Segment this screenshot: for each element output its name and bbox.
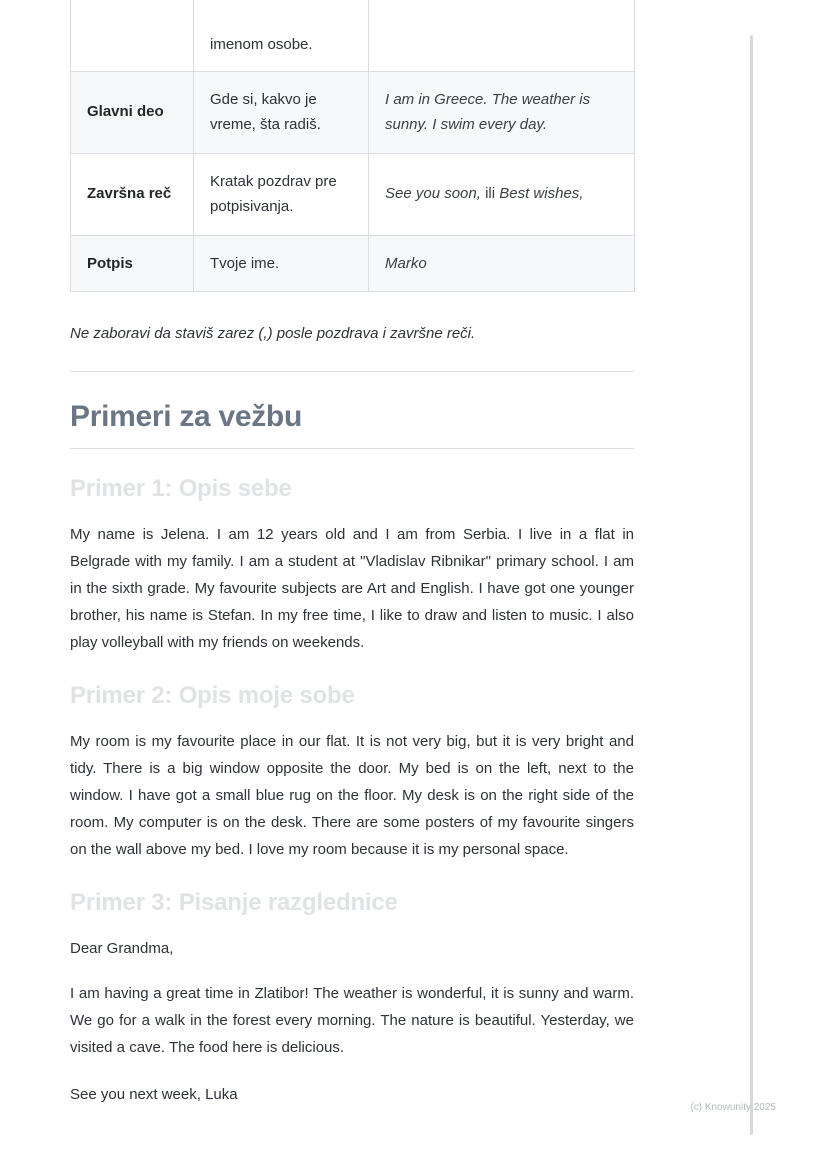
cell-term: Završna reč: [71, 153, 194, 235]
table-row: [71, 71, 635, 153]
closing-text: See you next week, Luka: [70, 1086, 238, 1103]
example-1-heading: Primer 1: Opis sebe: [70, 475, 292, 502]
cell-term: Potpis: [71, 235, 194, 292]
example-1-paragraph: My name is Jelena. I am 12 years old and I am from Serbia. I live in a flat in Belgrade with my family. I am a student at "Vladislav Ribnikar" primary school. I am in the sixth grade. My favourite subjects are Art and English. I have got one younger brother, his name is Stefan. In my free time, I like to draw and listen to music. I also play volleyball with my friends on weekends.: [70, 526, 634, 651]
page-scrollbar[interactable]: [750, 35, 753, 1135]
cell-example: [369, 0, 635, 71]
cell-example: Marko: [369, 235, 635, 292]
cell-description: imenom osobe.: [194, 0, 369, 71]
note-text: Ne zaboravi da staviš zarez (,) posle pozdrava i završne reči.: [70, 325, 476, 342]
example-plain-part: ili: [480, 185, 500, 203]
table-row: [71, 0, 635, 71]
cell-description: Tvoje ime.: [194, 235, 369, 292]
cell-description: Kratak pozdrav pre potpisivanja.: [194, 153, 369, 235]
example-italic-part: Best wishes,: [499, 185, 584, 203]
salutation-text: Dear Grandma,: [70, 940, 174, 957]
cell-term: Glavni deo: [71, 71, 194, 153]
cell-example: [369, 153, 635, 235]
example-italic-part: See you soon,: [385, 185, 481, 203]
example-2-heading: Primer 2: Opis moje sobe: [70, 682, 355, 709]
letter-structure-table: [70, 0, 635, 292]
cell-description: Gde si, kakvo je vreme, šta radiš.: [194, 71, 369, 153]
cell-term: [71, 0, 194, 71]
example-2-paragraph: My room is my favourite place in our flat. It is not very big, but it is very bright and tidy. There is a big window opposite the door. My bed is on the left, next to the window. I have got a small blue rug on the floor. My desk is on the right side of the room. My computer is on the desk. There are some posters of my favourite singers on the wall above my bed. I love my room because it is my personal space.: [70, 733, 634, 858]
table-row: [71, 235, 635, 292]
document-content: [70, 0, 634, 1108]
footer-copyright: (c) Knowunity 2025: [690, 1102, 776, 1113]
example-3-paragraph: I am having a great time in Zlatibor! The weather is wonderful, it is sunny and warm. We go for a walk in the forest every morning. The nature is beautiful. Yesterday, we visited a cave. The food here is delicious.: [70, 985, 634, 1056]
example-3-heading: Primer 3: Pisanje razglednice: [70, 889, 398, 916]
section-heading: Primeri za vežbu: [70, 400, 634, 449]
cell-example: I am in Greece. The weather is sunny. I swim every day.: [369, 71, 635, 153]
table-row: [71, 153, 635, 235]
section-divider: [70, 371, 634, 372]
